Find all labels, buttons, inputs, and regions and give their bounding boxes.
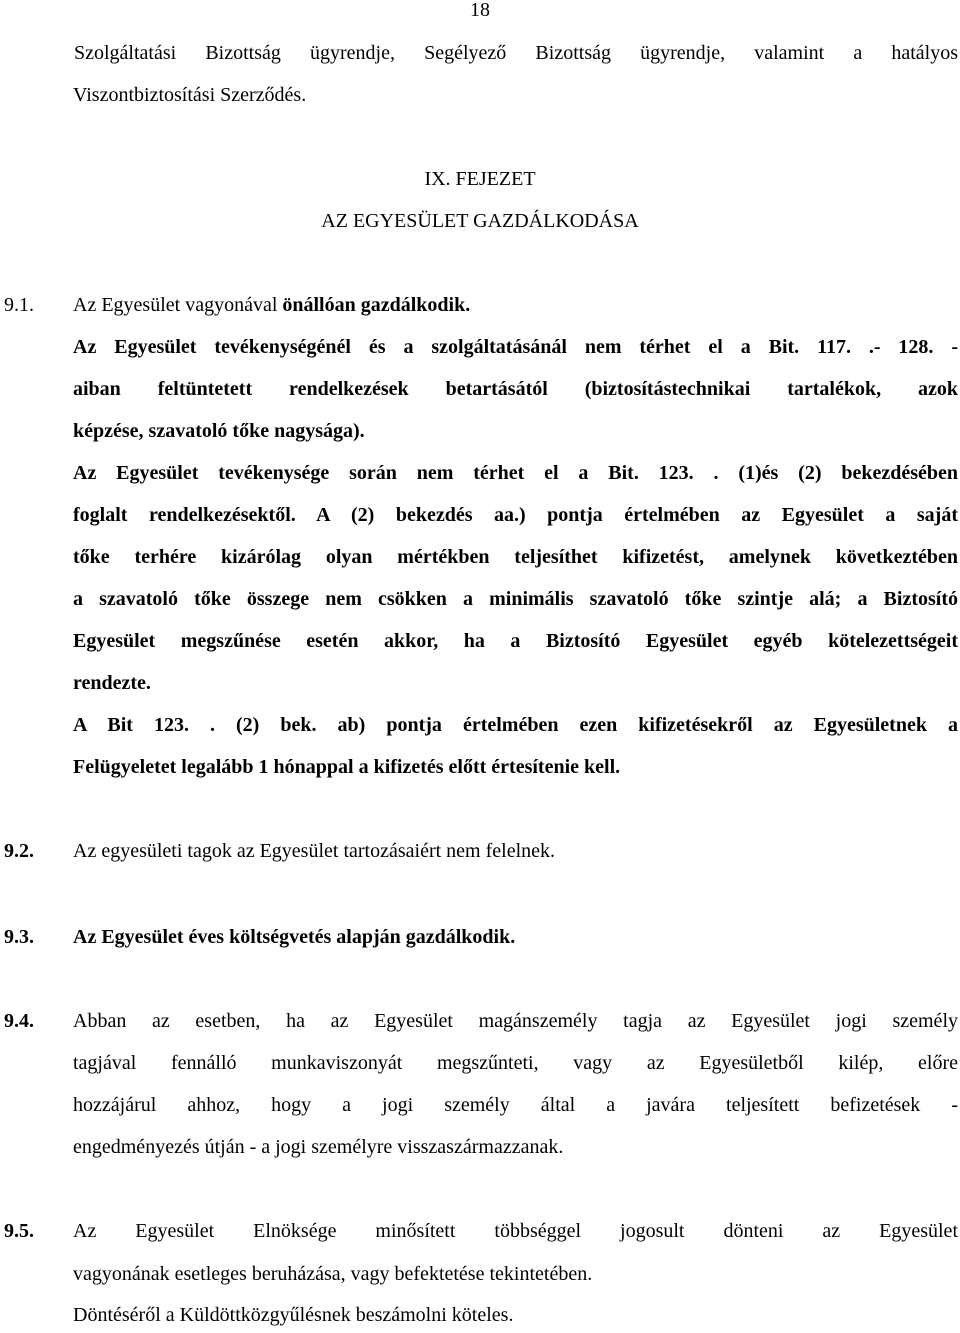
- section-line: a szavatoló tőke összege nem csökken a minimális szavatoló tőke szintje alá; a Biztosító: [73, 588, 958, 610]
- page-number: 18: [470, 0, 490, 21]
- section-text: Az Egyesület tevékenységénél és a szolgáltatásánál nem térhet el a Bit. 117. .- 128. -: [73, 336, 958, 358]
- intro-line: Viszontbiztosítási Szerződés.: [73, 84, 307, 106]
- section-line: tagjával fennálló munkaviszonyát megszűnteti, vagy az Egyesületből kilép, előre: [73, 1052, 958, 1074]
- section-line: engedményezés útján - a jogi személyre visszaszármazzanak.: [73, 1136, 564, 1158]
- section-line: Felügyeletet legalább 1 hónappal a kifizetés előtt értesítenie kell.: [73, 756, 621, 778]
- section-number: 9.3.: [4, 926, 34, 948]
- section-line: Az egyesületi tagok az Egyesület tartozásaiért nem felelnek.: [73, 840, 556, 862]
- section-number: 9.1.: [4, 294, 34, 316]
- section-number: 9.5.: [4, 1220, 34, 1242]
- section-line: tőke terhére kizárólag olyan mértékben teljesíthet kifizetést, amelynek következtében: [73, 546, 958, 568]
- section-text-bold: önállóan gazdálkodik.: [282, 294, 471, 316]
- chapter-title: AZ EGYESÜLET GAZDÁLKODÁSA: [321, 210, 639, 232]
- section-line: [73, 293, 958, 317]
- section-text: Az Egyesület vagyonával: [73, 294, 283, 316]
- section-line: képzése, szavatoló tőke nagysága).: [73, 420, 365, 442]
- section-line: Az Egyesület éves költségvetés alapján gazdálkodik.: [73, 926, 516, 948]
- section-line: vagyonának esetleges beruházása, vagy befektetése tekintetében.: [73, 1263, 593, 1285]
- section-line: hozzájárul ahhoz, hogy a jogi személy által a javára teljesített befizetések -: [73, 1094, 958, 1116]
- section-line: Abban az esetben, ha az Egyesület magánszemély tagja az Egyesület jogi személy: [73, 1010, 958, 1032]
- section-line: Döntéséről a Küldöttközgyűlésnek beszámolni köteles.: [73, 1304, 514, 1326]
- section-line: Egyesület megszűnése esetén akkor, ha a Biztosító Egyesület egyéb kötelezettségeit: [73, 630, 958, 652]
- section-number: 9.4.: [4, 1010, 34, 1032]
- intro-line: Szolgáltatási Bizottság ügyrendje, Segélyező Bizottság ügyrendje, valamint a hatályos: [74, 42, 958, 64]
- section-line: foglalt rendelkezésektől. A (2) bekezdés aa.) pontja értelmében az Egyesület a saját: [73, 504, 958, 526]
- chapter-number: IX. FEJEZET: [424, 168, 536, 190]
- section-line: Az Egyesület tevékenysége során nem térhet el a Bit. 123. . (1)és (2) bekezdésében: [73, 462, 958, 484]
- section-line: rendezte.: [73, 672, 151, 694]
- section-line: A Bit 123. . (2) bek. ab) pontja értelmében ezen kifizetésekről az Egyesületnek a: [73, 714, 958, 736]
- section-line: Az Egyesület Elnöksége minősített többséggel jogosult dönteni az Egyesület: [73, 1220, 958, 1242]
- section-line: aiban feltüntetett rendelkezések betartásától (biztosítástechnikai tartalékok, azok: [73, 378, 958, 400]
- section-line: [73, 335, 958, 359]
- section-number: 9.2.: [4, 840, 34, 862]
